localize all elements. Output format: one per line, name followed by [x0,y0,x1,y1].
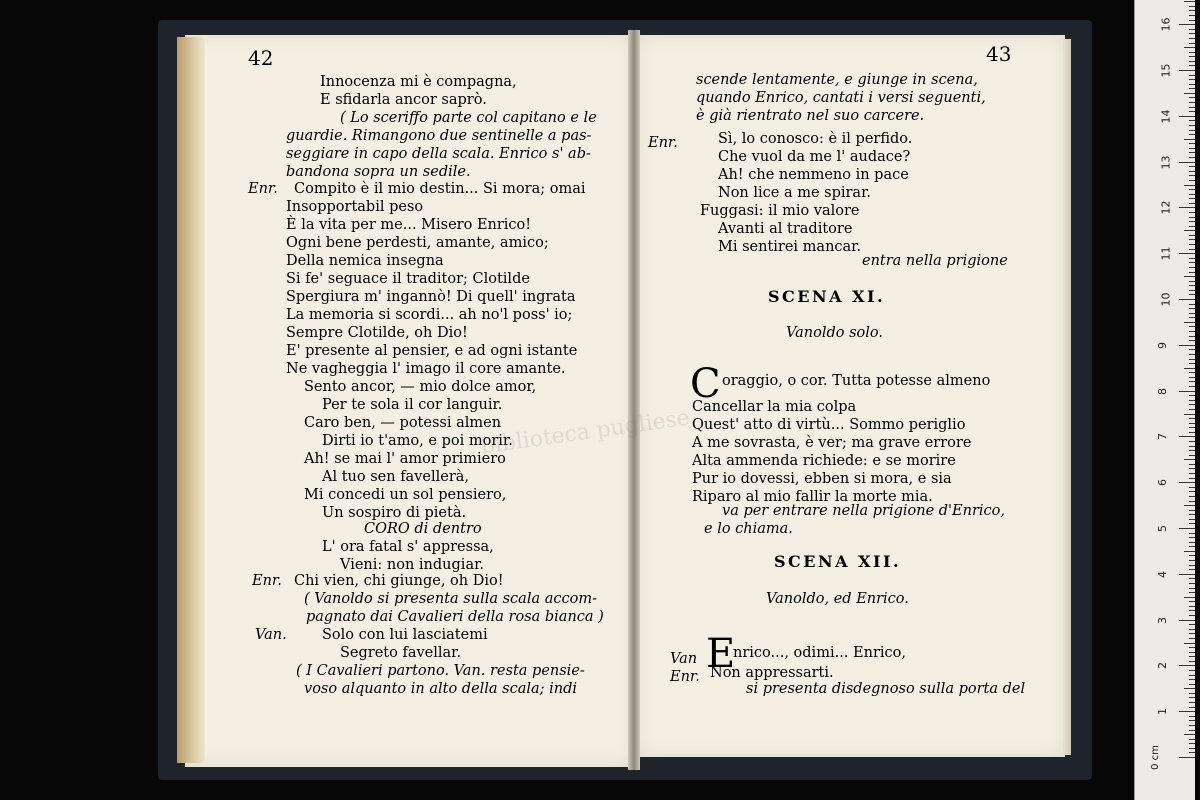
ruler-tick [1189,661,1195,662]
ruler-tick [1189,148,1195,149]
ruler-tick [1189,359,1195,360]
right-page-line: Mi sentirei mancar. [718,239,862,255]
ruler-number: 7 [1156,433,1169,441]
ruler-tick [1189,496,1195,497]
ruler-tick [1189,725,1195,726]
ruler-tick [1189,267,1195,268]
ruler-tick [1179,253,1195,254]
left-page-line: E sfidarla ancor saprò. [320,92,487,108]
left-page-line: Compito è il mio destin... Si mora; omai [294,181,586,197]
right-page-line: è già rientrato nel suo carcere. [696,108,925,124]
ruler-tick [1184,139,1195,140]
ruler-tick [1184,185,1195,186]
ruler-tick [1189,510,1195,511]
measurement-ruler [1134,0,1195,800]
ruler-tick [1189,75,1195,76]
right-page-line: Van [670,651,698,667]
ruler-tick [1189,588,1195,589]
ruler-tick [1189,730,1195,731]
left-page-line: E' presente al pensier, e ad ogni istante [286,343,578,359]
right-page-line: nrico..., odimi... Enrico, [733,645,906,661]
ruler-tick [1189,652,1195,653]
left-page-line: CORO di dentro [364,521,482,537]
ruler-tick [1189,638,1195,639]
scene-heading-xi: SCENA XI. [768,287,886,306]
ruler-number: 4 [1156,570,1169,578]
ruler-tick [1179,162,1195,163]
left-page-line: ( Vanoldo si presenta sulla scala accom- [304,591,597,607]
ruler-unit-label: 0 cm [1149,745,1161,770]
ruler-tick [1189,336,1195,337]
ruler-tick [1189,120,1195,121]
ruler-tick [1189,501,1195,502]
ruler-tick [1189,194,1195,195]
ruler-tick [1189,404,1195,405]
ruler-tick [1189,354,1195,355]
right-page-line: Non lice a me spirar. [718,185,872,201]
ruler-tick [1189,326,1195,327]
ruler-tick [1189,130,1195,131]
ruler-tick [1189,491,1195,492]
ruler-tick [1189,409,1195,410]
right-page-line: Enr. [670,669,700,685]
ruler-tick [1189,569,1195,570]
left-page-line: seggiare in capo della scala. Enrico s' ab- [286,146,591,162]
ruler-number: 10 [1159,292,1173,307]
ruler-tick [1189,88,1195,89]
ruler-tick [1189,601,1195,602]
ruler-tick [1189,716,1195,717]
right-page-line: Pur io dovessi, ebben si mora, e sia [692,471,952,487]
ruler-tick [1189,43,1195,44]
book-gutter [628,30,640,770]
ruler-tick [1189,180,1195,181]
right-page-line: Enr. [648,135,678,151]
ruler-tick [1189,395,1195,396]
ruler-tick [1189,455,1195,456]
ruler-tick [1189,468,1195,469]
left-page-line: pagnato dai Cavalieri della rosa bianca ) [306,609,604,625]
drop-cap-e: E [706,631,736,677]
ruler-tick [1179,711,1195,712]
left-page-line: bandona sopra un sedile. [286,164,471,180]
ruler-tick [1189,752,1195,753]
library-watermark: biblioteca pugliese [479,405,692,460]
ruler-tick [1179,665,1195,666]
ruler-tick [1189,157,1195,158]
ruler-tick [1184,505,1195,506]
ruler-number: 12 [1159,200,1173,215]
ruler-tick [1189,656,1195,657]
left-page-line: Un sospiro di pietà. [322,505,467,521]
ruler-tick [1189,107,1195,108]
left-page-line: Al tuo sen favellerà, [322,469,470,485]
ruler-tick [1184,459,1195,460]
ruler-number: 1 [1156,708,1169,716]
left-page-line: Innocenza mi è compagna, [320,74,517,90]
ruler-tick [1189,633,1195,634]
ruler-tick [1189,189,1195,190]
left-page-line: L' ora fatal s' appressa, [322,539,494,555]
ruler-tick [1189,697,1195,698]
ruler-tick [1189,478,1195,479]
left-page-line: Insopportabil peso [286,199,424,215]
ruler-tick [1189,624,1195,625]
ruler-tick [1189,171,1195,172]
ruler-tick [1189,290,1195,291]
ruler-tick [1184,688,1195,689]
left-page-line: Ne vagheggia l' imago il core amante. [286,361,566,377]
ruler-tick [1189,84,1195,85]
ruler-tick [1189,670,1195,671]
ruler-tick [1184,597,1195,598]
ruler-tick [1189,97,1195,98]
ruler-tick [1184,643,1195,644]
ruler-tick [1179,24,1195,25]
ruler-tick [1184,230,1195,231]
ruler-tick [1189,10,1195,11]
ruler-tick [1189,175,1195,176]
left-page-line: Solo con lui lasciatemi [322,627,488,643]
ruler-tick [1189,52,1195,53]
ruler-tick [1189,542,1195,543]
ruler-tick [1179,299,1195,300]
ruler-tick [1189,143,1195,144]
ruler-tick [1189,349,1195,350]
ruler-tick [1189,372,1195,373]
ruler-tick [1189,125,1195,126]
right-page-line: scende lentamente, e giunge in scena, [696,72,978,88]
ruler-tick [1189,748,1195,749]
ruler-tick [1189,473,1195,474]
ruler-tick [1184,734,1195,735]
left-page-line: Sempre Clotilde, oh Dio! [286,325,468,341]
ruler-tick [1189,340,1195,341]
ruler-number: 15 [1159,63,1173,78]
left-page-line: Enr. [252,573,282,589]
ruler-tick [1184,368,1195,369]
ruler-tick [1189,418,1195,419]
left-page-line: La memoria si scordi... ah no'l poss' io; [286,307,573,323]
right-page-line: Riparo al mio fallir la morte mia. [692,489,933,505]
left-page-number: 42 [248,46,274,70]
ruler-tick [1189,743,1195,744]
ruler-number: 16 [1159,17,1173,32]
left-page-line: Spergiura m' ingannò! Di quell' ingrata [286,289,576,305]
ruler-number: 2 [1156,662,1169,670]
ruler-tick [1189,258,1195,259]
right-page-line: entra nella prigione [862,253,1008,269]
ruler-tick [1189,739,1195,740]
ruler-tick [1189,331,1195,332]
ruler-tick [1189,432,1195,433]
right-page-line: oraggio, o cor. Tutta potesse almeno [722,373,991,389]
ruler-tick [1184,551,1195,552]
ruler-tick [1189,693,1195,694]
ruler-tick [1189,720,1195,721]
left-page-line: Chi vien, chi giunge, oh Dio! [294,573,504,589]
left-page-line: ( Lo sceriffo parte col capitano e le [340,110,597,126]
left-page-line: Si fe' seguace il traditor; Clotilde [286,271,530,287]
ruler-tick [1184,93,1195,94]
ruler-tick [1189,610,1195,611]
left-page-line: Vieni: non indugiar. [340,557,485,573]
right-page-line: Cancellar la mia colpa [692,399,857,415]
ruler-tick [1189,217,1195,218]
ruler-tick [1184,1,1195,2]
ruler-tick [1179,391,1195,392]
right-page-line: si presenta disdegnoso sulla porta del [746,681,1026,697]
ruler-tick [1189,313,1195,314]
ruler-number: 5 [1156,525,1169,532]
right-page-line: Avanti al traditore [718,221,853,237]
ruler-tick [1179,574,1195,575]
left-page-line: Segreto favellar. [340,645,462,661]
right-page-line: va per entrare nella prigione d'Enrico, [722,503,1005,519]
ruler-tick [1189,198,1195,199]
left-page-line: guardie. Rimangono due sentinelle a pas- [286,128,592,144]
ruler-tick [1189,294,1195,295]
ruler-tick [1189,152,1195,153]
left-page-line: Per te sola il cor languir. [322,397,503,413]
ruler-tick [1189,684,1195,685]
ruler-number: 11 [1159,246,1173,261]
ruler-tick [1184,276,1195,277]
right-page-line: Che vuol da me l' audace? [718,149,911,165]
ruler-number: 8 [1156,387,1169,395]
right-page-line: Fuggasi: il mio valore [700,203,860,219]
right-page-line: e lo chiama. [704,521,793,537]
ruler-tick [1189,29,1195,30]
ruler-tick [1189,262,1195,263]
drop-cap-c: C [690,361,721,407]
ruler-number: 6 [1156,479,1169,487]
ruler-tick [1189,79,1195,80]
ruler-tick [1189,578,1195,579]
ruler-tick [1189,441,1195,442]
ruler-tick [1189,400,1195,401]
left-page-line: Van. [255,627,287,643]
right-page-line: Sì, lo conosco: è il perfido. [718,131,913,147]
ruler-tick [1189,592,1195,593]
right-page-line: A me sovrasta, è ver; ma grave errore [692,435,972,451]
ruler-tick [1189,519,1195,520]
ruler-tick [1189,15,1195,16]
ruler-tick [1179,70,1195,71]
left-page-line: È la vita per me... Misero Enrico! [286,217,532,233]
ruler-tick [1189,427,1195,428]
ruler-tick [1184,47,1195,48]
ruler-tick [1189,514,1195,515]
ruler-tick [1179,207,1195,208]
ruler-tick [1189,226,1195,227]
ruler-tick [1189,464,1195,465]
ruler-tick [1189,235,1195,236]
ruler-tick [1189,6,1195,7]
ruler-tick [1189,65,1195,66]
ruler-tick [1189,304,1195,305]
ruler-tick [1189,363,1195,364]
ruler-tick [1189,381,1195,382]
ruler-tick [1179,528,1195,529]
left-page-line: Ogni bene perdesti, amante, amico; [286,235,549,251]
right-page-line: Vanoldo solo. [786,325,884,341]
ruler-number: 3 [1156,616,1169,624]
ruler-number: 13 [1159,155,1173,170]
ruler-tick [1189,212,1195,213]
ruler-tick [1189,239,1195,240]
ruler-tick [1189,61,1195,62]
ruler-tick [1189,537,1195,538]
ruler-number: 14 [1159,109,1173,124]
right-page-number: 43 [986,42,1012,66]
ruler-tick [1189,446,1195,447]
right-page-line: quando Enrico, cantati i versi seguenti, [696,90,986,106]
ruler-tick [1189,707,1195,708]
ruler-tick [1189,203,1195,204]
ruler-tick [1189,38,1195,39]
ruler-tick [1189,450,1195,451]
right-page-line: Ah! che nemmeno in pace [718,167,909,183]
ruler-tick [1189,281,1195,282]
ruler-tick [1179,116,1195,117]
ruler-tick [1189,533,1195,534]
ruler-tick [1189,523,1195,524]
ruler-tick [1189,555,1195,556]
ruler-tick [1189,647,1195,648]
ruler-tick [1189,102,1195,103]
ruler-tick [1189,56,1195,57]
ruler-tick [1189,244,1195,245]
ruler-tick [1189,675,1195,676]
ruler-tick [1189,583,1195,584]
left-page-line: ( I Cavalieri partono. Van. resta pensie- [296,663,585,679]
ruler-tick [1179,620,1195,621]
ruler-tick [1189,606,1195,607]
ruler-tick [1189,386,1195,387]
ruler-tick [1189,560,1195,561]
ruler-tick [1189,487,1195,488]
right-page-line: Vanoldo, ed Enrico. [766,591,909,607]
ruler-tick [1179,436,1195,437]
ruler-tick [1179,757,1195,758]
ruler-tick [1189,272,1195,273]
left-page-line: Dirti io t'amo, e poi morir. [322,433,513,449]
left-page-line: Enr. [248,181,278,197]
ruler-tick [1189,33,1195,34]
left-page-line: Della nemica insegna [286,253,444,269]
left-page-line: Caro ben, — potessi almen [304,415,502,431]
ruler-tick [1179,482,1195,483]
ruler-tick [1189,629,1195,630]
right-page-line: Non appressarti. [710,665,834,681]
ruler-tick [1189,166,1195,167]
right-page-line: Alta ammenda richiede: e se morire [692,453,956,469]
ruler-tick [1189,221,1195,222]
ruler-tick [1189,615,1195,616]
ruler-tick [1189,308,1195,309]
left-page-line: Ah! se mai l' amor primiero [304,451,506,467]
left-page-line: voso alquanto in alto della scala; indi [304,681,578,697]
ruler-tick [1184,322,1195,323]
ruler-tick [1189,134,1195,135]
right-page-line: Quest' atto di virtù... Sommo periglio [692,417,966,433]
ruler-tick [1189,317,1195,318]
left-page-line: Mi concedi un sol pensiero, [304,487,507,503]
ruler-tick [1184,414,1195,415]
left-page-line: Sento ancor, — mio dolce amor, [304,379,537,395]
ruler-tick [1189,546,1195,547]
ruler-number: 9 [1156,341,1169,349]
ruler-tick [1189,679,1195,680]
ruler-tick [1189,702,1195,703]
ruler-tick [1189,20,1195,21]
ruler-tick [1179,345,1195,346]
ruler-tick [1189,377,1195,378]
ruler-tick [1189,249,1195,250]
ruler-tick [1189,111,1195,112]
ruler-tick [1189,565,1195,566]
scene-heading-xii: SCENA XII. [774,552,902,571]
ruler-tick [1189,423,1195,424]
ruler-tick [1189,285,1195,286]
